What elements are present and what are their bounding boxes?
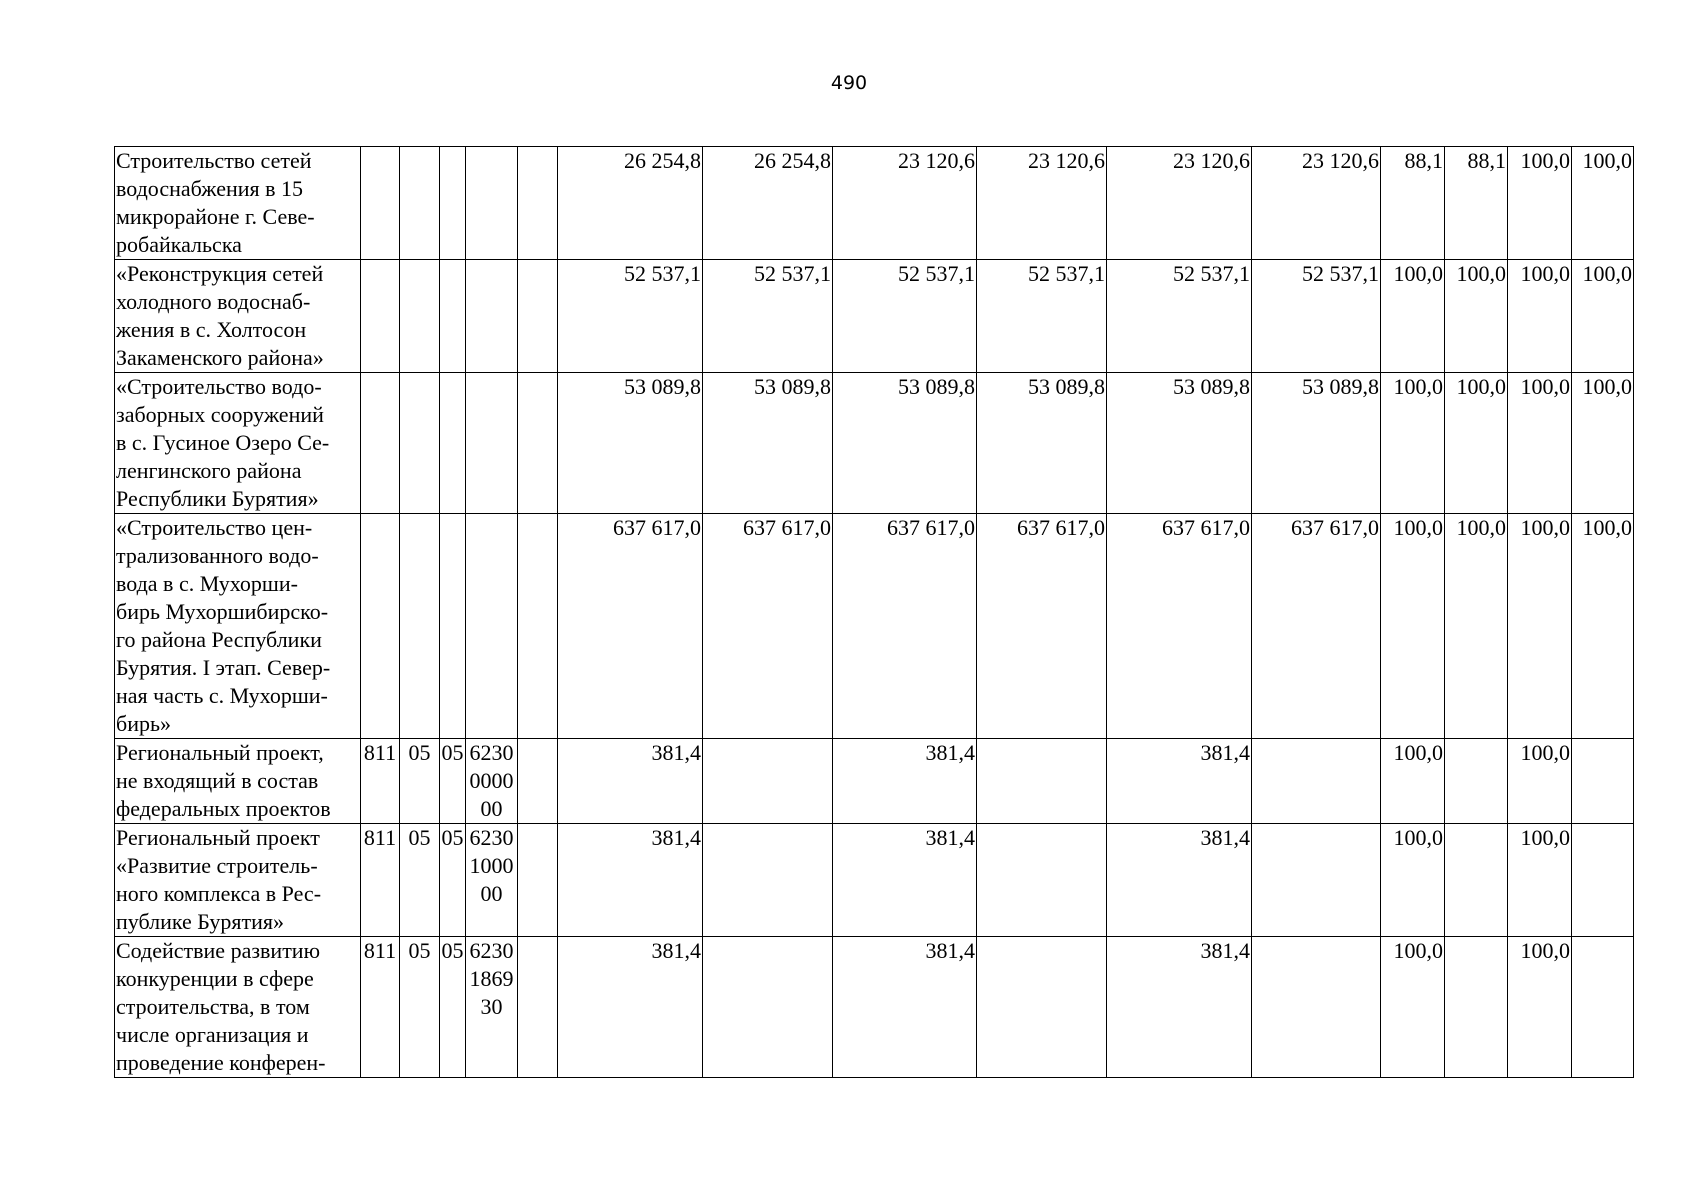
table-row — [115, 739, 1634, 824]
row-name-line: числе организация и — [116, 1022, 309, 1047]
value-cell: 53 089,8 — [703, 373, 833, 514]
pr-code — [440, 373, 466, 514]
value-cell: 23 120,6 — [1107, 147, 1252, 260]
value-cell: 53 089,8 — [1107, 373, 1252, 514]
value-cell — [977, 824, 1107, 937]
value-cell: 23 120,6 — [1252, 147, 1381, 260]
row-name — [115, 514, 361, 739]
value-cell: 53 089,8 — [558, 373, 703, 514]
value-cell: 100,0 — [1572, 373, 1634, 514]
table-row — [115, 373, 1634, 514]
value-cell: 381,4 — [1107, 824, 1252, 937]
value-cell: 100,0 — [1445, 260, 1508, 373]
value-cell: 26 254,8 — [558, 147, 703, 260]
pr-code — [440, 514, 466, 739]
row-name-line: ного комплекса в Рес- — [116, 881, 322, 906]
value-cell — [1572, 824, 1634, 937]
row-name-line: в с. Гусиное Озеро Се- — [116, 430, 330, 455]
row-name — [115, 260, 361, 373]
row-name-line: Содействие развитию — [116, 938, 321, 963]
ved-code — [361, 514, 400, 739]
value-cell: 53 089,8 — [1252, 373, 1381, 514]
rz-code — [400, 514, 440, 739]
row-name-line: конкуренции в сфере — [116, 966, 314, 991]
row-name-line: микрорайоне г. Севе- — [116, 204, 315, 229]
value-cell: 52 537,1 — [1107, 260, 1252, 373]
row-name-line: «Строительство цен- — [116, 515, 313, 540]
row-name-line: «Реконструкция сетей — [116, 261, 324, 286]
value-cell — [1252, 739, 1381, 824]
ved-code: 811 — [361, 824, 400, 937]
row-name-line: Республики Бурятия» — [116, 486, 319, 511]
value-cell: 52 537,1 — [703, 260, 833, 373]
value-cell: 100,0 — [1508, 937, 1572, 1078]
row-name — [115, 739, 361, 824]
value-cell — [977, 937, 1107, 1078]
row-name-line: «Развитие строитель- — [116, 853, 318, 878]
value-cell: 637 617,0 — [1252, 514, 1381, 739]
value-cell: 100,0 — [1381, 373, 1445, 514]
value-cell: 100,0 — [1445, 373, 1508, 514]
csr-code — [466, 260, 518, 373]
row-name-line: «Строительство водо- — [116, 374, 322, 399]
rz-code: 05 — [400, 824, 440, 937]
page-number: 490 — [830, 72, 868, 94]
csr-code: 6230186930 — [466, 937, 518, 1078]
csr-code — [466, 147, 518, 260]
value-cell: 637 617,0 — [1107, 514, 1252, 739]
row-name — [115, 147, 361, 260]
table-row — [115, 937, 1634, 1078]
value-cell: 381,4 — [833, 937, 977, 1078]
value-cell — [703, 937, 833, 1078]
value-cell: 52 537,1 — [558, 260, 703, 373]
vr-code — [518, 824, 558, 937]
value-cell: 100,0 — [1508, 373, 1572, 514]
ved-code: 811 — [361, 739, 400, 824]
value-cell: 381,4 — [1107, 739, 1252, 824]
row-name-line: федеральных проектов — [116, 796, 331, 821]
rz-code: 05 — [400, 937, 440, 1078]
value-cell — [1445, 937, 1508, 1078]
pr-code — [440, 260, 466, 373]
value-cell — [1572, 739, 1634, 824]
vr-code — [518, 147, 558, 260]
row-name-line: публике Бурятия» — [116, 909, 284, 934]
csr-code: 6230100000 — [466, 824, 518, 937]
value-cell — [1252, 937, 1381, 1078]
ved-code — [361, 260, 400, 373]
vr-code — [518, 514, 558, 739]
row-name-line: ленгинского района — [116, 458, 302, 483]
value-cell: 381,4 — [558, 937, 703, 1078]
pr-code: 05 — [440, 739, 466, 824]
value-cell: 26 254,8 — [703, 147, 833, 260]
row-name-line: водоснабжения в 15 — [116, 176, 304, 201]
rz-code — [400, 147, 440, 260]
row-name-line: Закаменского района» — [116, 345, 324, 370]
pr-code: 05 — [440, 824, 466, 937]
row-name-line: Региональный проект — [116, 825, 320, 850]
vr-code — [518, 260, 558, 373]
table-row — [115, 147, 1634, 260]
vr-code — [518, 373, 558, 514]
value-cell: 52 537,1 — [1252, 260, 1381, 373]
value-cell: 100,0 — [1572, 147, 1634, 260]
vr-code — [518, 739, 558, 824]
table-row — [115, 824, 1634, 937]
value-cell: 52 537,1 — [833, 260, 977, 373]
value-cell: 23 120,6 — [833, 147, 977, 260]
value-cell: 88,1 — [1381, 147, 1445, 260]
row-name-line: го района Республики — [116, 627, 322, 652]
row-name-line: Бурятия. I этап. Север- — [116, 655, 331, 680]
pr-code — [440, 147, 466, 260]
value-cell: 100,0 — [1381, 260, 1445, 373]
row-name-line: холодного водоснаб- — [116, 289, 311, 314]
value-cell — [1252, 824, 1381, 937]
value-cell — [977, 739, 1107, 824]
rz-code: 05 — [400, 739, 440, 824]
row-name-line: робайкальска — [116, 232, 242, 257]
row-name — [115, 937, 361, 1078]
pr-code: 05 — [440, 937, 466, 1078]
table-row — [115, 260, 1634, 373]
row-name-line: ная часть с. Мухорши- — [116, 683, 328, 708]
value-cell: 100,0 — [1572, 514, 1634, 739]
value-cell: 637 617,0 — [833, 514, 977, 739]
value-cell — [1445, 739, 1508, 824]
value-cell: 100,0 — [1381, 739, 1445, 824]
value-cell: 381,4 — [833, 739, 977, 824]
value-cell: 100,0 — [1508, 824, 1572, 937]
csr-code: 6230000000 — [466, 739, 518, 824]
table-row — [115, 514, 1634, 739]
row-name-line: строительства, в том — [116, 994, 310, 1019]
row-name-line: Строительство сетей — [116, 148, 312, 173]
value-cell: 381,4 — [1107, 937, 1252, 1078]
value-cell: 381,4 — [833, 824, 977, 937]
ved-code — [361, 147, 400, 260]
value-cell: 100,0 — [1445, 514, 1508, 739]
rz-code — [400, 260, 440, 373]
value-cell: 100,0 — [1508, 260, 1572, 373]
csr-code — [466, 373, 518, 514]
row-name-line: проведение конферен- — [116, 1050, 326, 1075]
value-cell: 100,0 — [1572, 260, 1634, 373]
ved-code: 811 — [361, 937, 400, 1078]
value-cell: 88,1 — [1445, 147, 1508, 260]
value-cell: 23 120,6 — [977, 147, 1107, 260]
rz-code — [400, 373, 440, 514]
value-cell — [1445, 824, 1508, 937]
csr-code — [466, 514, 518, 739]
row-name-line: заборных сооружений — [116, 402, 324, 427]
value-cell: 100,0 — [1381, 514, 1445, 739]
value-cell: 637 617,0 — [558, 514, 703, 739]
row-name — [115, 824, 361, 937]
ved-code — [361, 373, 400, 514]
budget-table — [114, 146, 1634, 1078]
value-cell: 381,4 — [558, 824, 703, 937]
row-name-line: бирь Мухоршибирско- — [116, 599, 329, 624]
row-name — [115, 373, 361, 514]
value-cell: 100,0 — [1381, 824, 1445, 937]
row-name-line: жения в с. Холтосон — [116, 317, 307, 342]
vr-code — [518, 937, 558, 1078]
value-cell — [703, 739, 833, 824]
row-name-line: не входящий в состав — [116, 768, 319, 793]
value-cell: 53 089,8 — [833, 373, 977, 514]
value-cell: 100,0 — [1508, 147, 1572, 260]
value-cell: 637 617,0 — [703, 514, 833, 739]
value-cell: 100,0 — [1508, 739, 1572, 824]
row-name-line: бирь» — [116, 711, 171, 736]
row-name-line: вода в с. Мухорши- — [116, 571, 298, 596]
value-cell: 100,0 — [1381, 937, 1445, 1078]
row-name-line: трализованного водо- — [116, 543, 319, 568]
value-cell: 52 537,1 — [977, 260, 1107, 373]
value-cell — [703, 824, 833, 937]
value-cell — [1572, 937, 1634, 1078]
value-cell: 100,0 — [1508, 514, 1572, 739]
row-name-line: Региональный проект, — [116, 740, 324, 765]
value-cell: 381,4 — [558, 739, 703, 824]
value-cell: 637 617,0 — [977, 514, 1107, 739]
value-cell: 53 089,8 — [977, 373, 1107, 514]
